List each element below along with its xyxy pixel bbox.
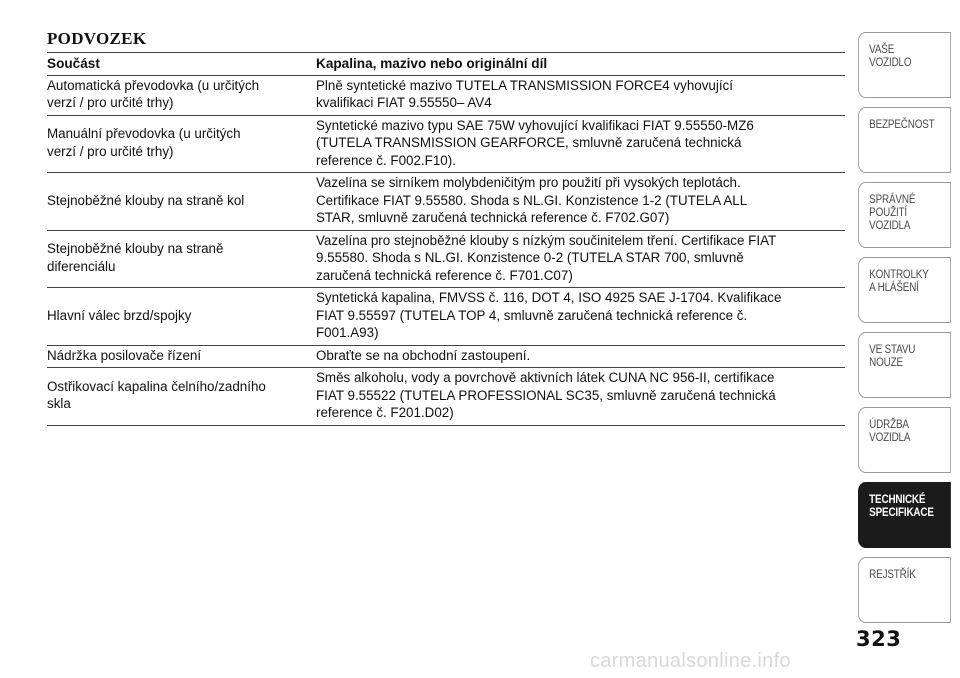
chapter-tab[interactable]: [858, 407, 951, 473]
table-row: [47, 75, 845, 115]
part-cell: [47, 288, 305, 346]
chapter-tab[interactable]: [858, 557, 951, 623]
part-line: Stejnoběžné klouby na straně: [47, 241, 224, 257]
table-row: [47, 115, 845, 173]
table-row: [47, 345, 845, 368]
chapter-tab[interactable]: [858, 257, 951, 323]
lubricant-cell: [305, 75, 845, 115]
chapter-tab-label: REJSTŘÍK: [869, 569, 916, 581]
page-number: 323: [856, 627, 902, 651]
chapter-tab[interactable]: [858, 332, 951, 398]
lubricant-line: Syntetická kapalina, FMVSS č. 116, DOT 4, ISO 4925 SAE J-1704. Kvalifikace: [316, 290, 782, 305]
lubricant-line: Obraťte se na obchodní zastoupení.: [316, 347, 531, 363]
part-cell: [47, 173, 305, 231]
lubricant-line: zaručená technická reference č. F701.C07): [316, 267, 573, 283]
chapter-tab-label: VOZIDLA: [869, 220, 911, 232]
section-title: PODVOZEK: [47, 29, 147, 48]
chapter-tab[interactable]: [858, 182, 951, 248]
lubricant-line: 9.55580. Shoda s NL.GI. Konzistence 0-2 (TUTELA STAR 700, smluvně: [316, 250, 744, 265]
lubricant-line: FIAT 9.55597 (TUTELA TOP 4, smluvně zaručená technická reference č.: [316, 307, 748, 323]
column-header-lubricant: Kapalina, mazivo nebo originální díl: [305, 53, 845, 76]
lubricant-line: reference č. F002.F10).: [316, 152, 456, 168]
part-line: Ostřikovací kapalina čelního/zadního: [47, 378, 266, 394]
part-line: verzí / pro určité trhy): [47, 143, 174, 159]
lubricant-line: kvalifikaci FIAT 9.55550– AV4: [316, 95, 492, 110]
lubricant-line: FIAT 9.55522 (TUTELA PROFESSIONAL SC35, smluvně zaručená technická: [316, 387, 776, 403]
table-body: [47, 75, 845, 425]
lubricant-cell: [305, 173, 845, 231]
lubricant-line: STAR, smluvně zaručená technická reference č. F702.G07): [316, 210, 670, 225]
chapter-tab-label: SPECIFIKACE: [869, 507, 934, 519]
chapter-tab[interactable]: [858, 107, 951, 173]
part-cell: [47, 75, 305, 115]
fluids-table: [47, 52, 845, 426]
chapter-tab-label: VAŠE: [869, 44, 895, 56]
chapter-tab-label: VE STAVU: [869, 344, 916, 356]
lubricant-cell: [305, 230, 845, 288]
part-cell: [47, 345, 305, 368]
chapter-tab-label: BEZPEČNOST: [869, 119, 935, 131]
watermark: carmanualsonline.info: [590, 650, 791, 672]
chapter-tab-label: ÚDRŽBA: [869, 419, 909, 431]
lubricant-line: Vazelína se sirníkem molybdeničitým pro použití při vysokých teplotách.: [316, 175, 741, 190]
part-line: Nádržka posilovače řízení: [47, 347, 202, 363]
lubricant-line: Certifikace FIAT 9.55580. Shoda s NL.GI. Konzistence 1-2 (TUTELA ALL: [316, 192, 748, 208]
chapter-tab[interactable]: [858, 482, 951, 548]
lubricant-line: F001.A93): [316, 325, 379, 340]
lubricant-cell: [305, 115, 845, 173]
part-line: Hlavní válec brzd/spojky: [47, 307, 192, 323]
part-line: verzí / pro určité trhy): [47, 95, 174, 110]
part-line: Stejnoběžné klouby na straně kol: [47, 192, 245, 208]
lubricant-line: Směs alkoholu, vody a povrchově aktivních látek CUNA NC 956-II, certifikace: [316, 370, 775, 385]
chapter-tab-label: POUŽITÍ: [869, 207, 907, 219]
chapter-tab-label: VOZIDLO: [869, 57, 912, 69]
chapter-tab-label: NOUZE: [869, 357, 903, 369]
lubricant-line: Syntetické mazivo typu SAE 75W vyhovující kvalifikaci FIAT 9.55550-MZ6: [316, 117, 754, 133]
lubricant-line: Plně syntetické mazivo TUTELA TRANSMISSION FORCE4 vyhovující: [316, 77, 733, 93]
lubricant-line: reference č. F201.D02): [316, 405, 454, 420]
lubricant-cell: [305, 345, 845, 368]
part-line: diferenciálu: [47, 258, 116, 274]
part-line: Automatická převodovka (u určitých: [47, 77, 260, 93]
part-cell: [47, 368, 305, 426]
part-cell: [47, 230, 305, 288]
chapter-tab-label: TECHNICKÉ: [869, 494, 926, 506]
part-cell: [47, 115, 305, 173]
chapter-tab-label: SPRÁVNÉ: [869, 194, 916, 206]
table-row: [47, 173, 845, 231]
lubricant-cell: [305, 288, 845, 346]
table-row: [47, 230, 845, 288]
part-line: Manuální převodovka (u určitých: [47, 126, 241, 142]
table-row: [47, 288, 845, 346]
chapter-tab-label: VOZIDLA: [869, 432, 911, 444]
column-header-part: Součást: [47, 53, 305, 76]
chapter-tab[interactable]: [858, 32, 951, 98]
lubricant-line: Vazelína pro stejnoběžné klouby s nízkým součinitelem tření. Certifikace FIAT: [316, 232, 777, 248]
lubricant-line: (TUTELA TRANSMISSION GEARFORCE, smluvně zaručená technická: [316, 135, 742, 150]
chapter-tab-label: KONTROLKY: [869, 269, 929, 281]
table-row: [47, 368, 845, 426]
chapter-tab-label: A HLÁŠENÍ: [869, 282, 919, 294]
part-line: skla: [47, 396, 71, 412]
table-header-row: [47, 53, 845, 76]
lubricant-cell: [305, 368, 845, 426]
